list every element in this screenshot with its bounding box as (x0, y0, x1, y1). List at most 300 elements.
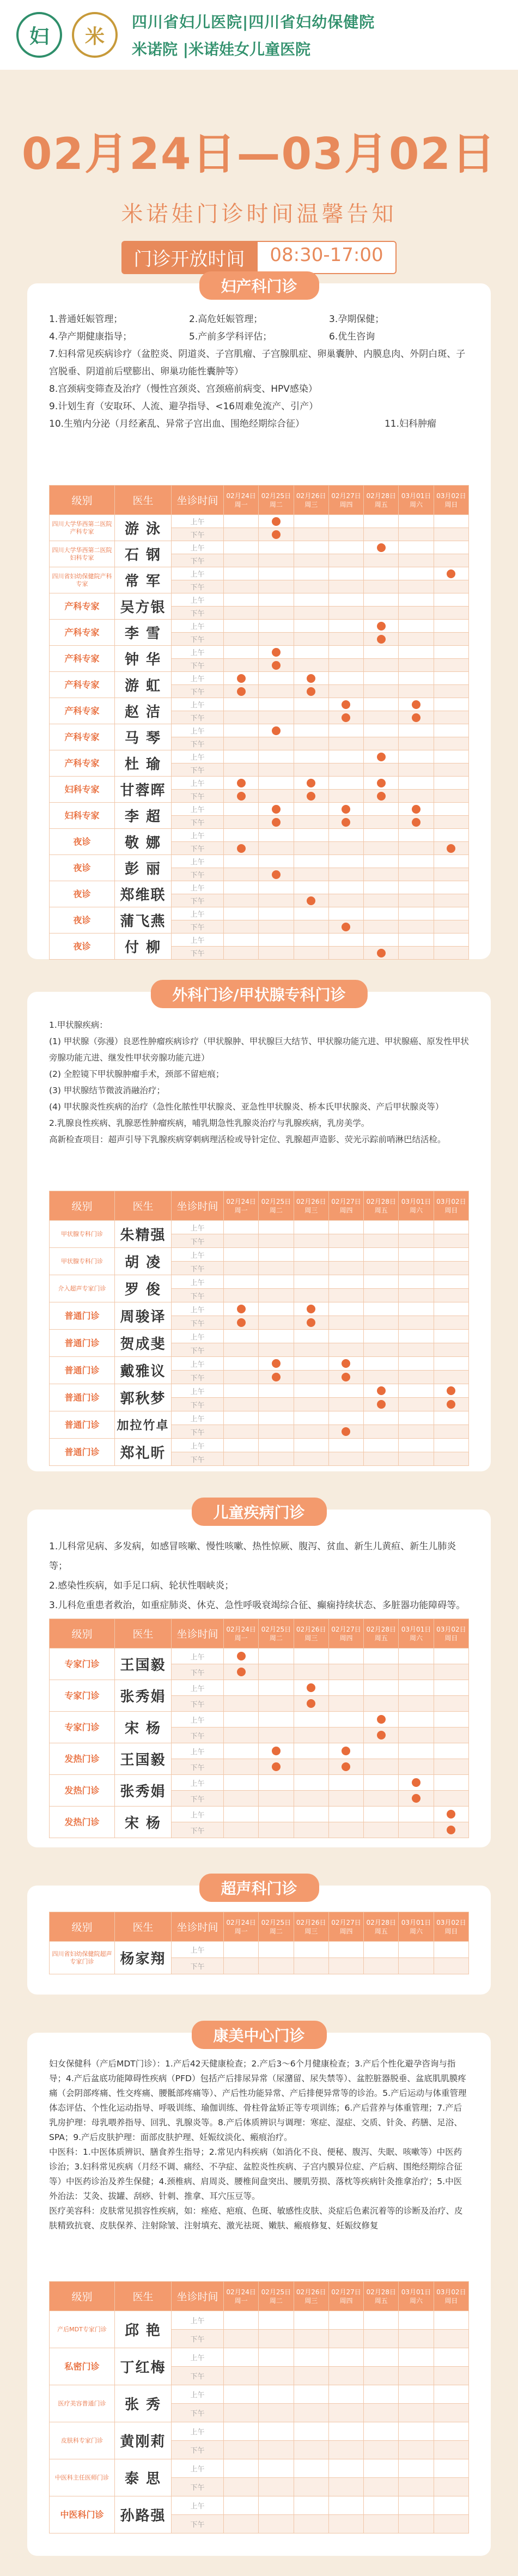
date-label: 02月27日 (331, 1918, 361, 1926)
schedule-cell (399, 2367, 434, 2385)
schedule-cell (399, 685, 434, 698)
schedule-cell (224, 1234, 259, 1248)
schedule-cell (224, 1398, 259, 1411)
schedule-cell (224, 1728, 259, 1743)
on-duty-dot (237, 687, 246, 696)
schedule-cell (328, 2496, 363, 2515)
doctor-level: 产科专家 (50, 593, 115, 620)
schedule-cell (259, 1398, 294, 1411)
schedule-row (50, 1384, 469, 1398)
schedule-cell (224, 698, 259, 711)
session-label: 上午 (172, 2496, 224, 2515)
session-label: 上午 (172, 672, 224, 685)
schedule-cell (434, 1680, 468, 1696)
schedule-cell (294, 1942, 328, 1958)
schedule-cell (328, 855, 363, 868)
gyn-schedule-table (49, 485, 469, 960)
session-label: 上午 (172, 803, 224, 816)
schedule-cell (328, 1275, 363, 1289)
weekday-label: 周三 (304, 2296, 318, 2305)
schedule-cell (364, 2459, 399, 2478)
on-duty-dot (237, 779, 246, 787)
schedule-cell (294, 1775, 328, 1791)
schedule-cell (294, 2515, 328, 2533)
schedule-cell (224, 947, 259, 960)
schedule-cell (224, 1775, 259, 1791)
schedule-cell (399, 554, 434, 567)
schedule-cell (259, 763, 294, 777)
schedule-cell (328, 920, 363, 934)
schedule-cell (224, 2348, 259, 2367)
schedule-cell (399, 1371, 434, 1384)
schedule-cell (294, 593, 328, 607)
schedule-cell (259, 737, 294, 750)
session-label: 上午 (172, 1439, 224, 1452)
schedule-cell (434, 672, 468, 685)
schedule-cell (259, 580, 294, 593)
schedule-cell (294, 1759, 328, 1775)
col-date (364, 1912, 399, 1942)
gyn-item: 11.妇科肿瘤 (384, 419, 436, 429)
on-duty-dot (377, 1386, 386, 1395)
schedule-cell (328, 816, 363, 829)
schedule-cell (259, 920, 294, 934)
schedule-cell (364, 1452, 399, 1466)
session-label: 下午 (172, 2404, 224, 2422)
schedule-cell (364, 750, 399, 763)
date-label: 02月24日 (226, 1625, 256, 1633)
doctor-name: 赵 洁 (115, 698, 172, 724)
schedule-cell (364, 659, 399, 672)
schedule-cell (399, 1696, 434, 1712)
schedule-cell (224, 1439, 259, 1452)
schedule-cell (224, 2515, 259, 2533)
weekday-label: 周日 (444, 500, 458, 508)
schedule-cell (364, 2422, 399, 2441)
schedule-cell (224, 1664, 259, 1680)
schedule-cell (364, 2330, 399, 2348)
session-label: 下午 (172, 816, 224, 829)
schedule-cell (399, 672, 434, 685)
on-duty-dot (412, 700, 421, 709)
weekday-label: 周一 (234, 1206, 248, 1214)
schedule-cell (434, 528, 468, 541)
schedule-cell (364, 907, 399, 920)
schedule-cell (224, 816, 259, 829)
session-label: 下午 (172, 685, 224, 698)
doctor-name: 王国毅 (115, 1743, 172, 1775)
schedule-cell (434, 829, 468, 842)
session-label: 上午 (172, 855, 224, 868)
schedule-row (50, 1411, 469, 1425)
doctor-name: 常 军 (115, 567, 172, 593)
opening-hours (0, 241, 518, 274)
schedule-cell (399, 620, 434, 633)
schedule-cell (434, 1664, 468, 1680)
on-duty-dot (237, 1318, 246, 1327)
schedule-cell (259, 672, 294, 685)
weekday-label: 周一 (234, 1927, 248, 1935)
schedule-cell (434, 1275, 468, 1289)
schedule-cell (224, 790, 259, 803)
schedule-row (50, 1439, 469, 1452)
schedule-cell (294, 1452, 328, 1466)
doctor-name: 泰 思 (115, 2459, 172, 2496)
hospital-name-line2: 米诺院 |米诺娃女儿童医院 (132, 40, 310, 58)
col-date (434, 486, 468, 515)
schedule-cell (328, 607, 363, 620)
doctor-name: 罗 俊 (115, 1275, 172, 1302)
kangmei-item: 妇女保健科（产后MDT门诊）：1.产后42天健康检查；2.产后3～6个月健康检查；3.产后个性化避孕咨询与指导；4.产后盆底功能障碍性疾病（PFD）包括产后排尿异常（尿潴留、尿失禁等）、盆腔脏器脱垂、盆底肌肌膜疼痛（会阴部疼痛、性交疼痛、腰骶部疼痛等）、产后性功能异常、产后排便异常等的诊治。5.产后运动与体重管理体态评估、个性化运动指导、呼吸训练、瑜伽训练、骨柱骨盆矫正等专项训练；6.产后营养与体重管理；7.产后乳房护理：母乳喂养指导、回乳、乳腺炎等。8.产后体质辨识与调理：寒症、湿症、交质、针灸、药膳、足浴、SPA；9.产后皮肤护理：面部皮肤护理、妊娠纹淡化、瘢痕治疗。 (49, 2059, 467, 2142)
schedule-cell (224, 881, 259, 894)
schedule-cell (328, 1958, 363, 1974)
schedule-cell (434, 711, 468, 724)
schedule-cell (399, 816, 434, 829)
on-duty-dot (272, 1359, 281, 1368)
schedule-cell (399, 920, 434, 934)
schedule-cell (364, 1743, 399, 1759)
date-label: 02月25日 (261, 2288, 291, 2296)
schedule-cell (224, 541, 259, 554)
schedule-cell (399, 803, 434, 816)
date-label: 03月02日 (436, 1197, 466, 1205)
gyn-section (27, 277, 491, 959)
schedule-row (50, 777, 469, 790)
schedule-cell (364, 528, 399, 541)
schedule-cell (434, 2515, 468, 2533)
schedule-cell (294, 685, 328, 698)
schedule-cell (434, 2404, 468, 2422)
kangmei-item: 中医科：1.中医体质辨识、膳食养生指导；2.常见内科疾病（如消化不良、便秘、腹泻、失眠、咳嗽等）中医药诊治；3.妇科常见疾病（月经不调、痛经、不孕症、盆腔炎性疾病、子宫内膜异位症、产后病、围绝经期综合征等）中医药诊治及养生保健；4.颈椎病、肩周炎、腰椎间盘突出、腰肌劳损、落枕等疾病针灸推拿治疗；5.中医外治法：艾灸、拔罐、刮痧、针刺、推拿、耳穴压豆等。 (49, 2147, 462, 2201)
schedule-cell (259, 1343, 294, 1357)
schedule-cell (328, 1452, 363, 1466)
schedule-cell (328, 907, 363, 920)
schedule-cell (399, 2422, 434, 2441)
schedule-cell (364, 1248, 399, 1262)
schedule-cell (259, 2478, 294, 2496)
schedule-cell (364, 777, 399, 790)
schedule-cell (259, 803, 294, 816)
weekday-label: 周六 (410, 2296, 423, 2305)
weekday-label: 周一 (234, 500, 248, 508)
schedule-cell (364, 816, 399, 829)
minuo-logo: 米 (72, 12, 118, 58)
kangmei-section (27, 2027, 491, 2556)
schedule-cell (399, 1425, 434, 1439)
date-label: 02月26日 (296, 1625, 326, 1633)
schedule-cell (364, 855, 399, 868)
schedule-cell (364, 1398, 399, 1411)
schedule-row (50, 1680, 469, 1696)
doctor-level: 专家门诊 (50, 1648, 115, 1680)
doctor-name: 李 超 (115, 803, 172, 829)
col-level: 级别 (50, 486, 115, 515)
schedule-cell (224, 620, 259, 633)
on-duty-dot (342, 713, 350, 722)
schedule-cell (224, 1275, 259, 1289)
schedule-cell (328, 1357, 363, 1371)
doctor-name: 杜 瑜 (115, 750, 172, 777)
schedule-cell (364, 2515, 399, 2533)
on-duty-dot (377, 635, 386, 644)
schedule-cell (224, 1807, 259, 1822)
weekday-label: 周二 (269, 1634, 283, 1642)
weekday-label: 周日 (444, 1206, 458, 1214)
hospital-logo: 妇 (16, 12, 62, 58)
schedule-row (50, 1221, 469, 1234)
schedule-cell (399, 711, 434, 724)
schedule-cell (328, 2515, 363, 2533)
gyn-item: 4.孕产期健康指导； (49, 331, 132, 342)
schedule-cell (328, 1234, 363, 1248)
schedule-cell (224, 1302, 259, 1316)
on-duty-dot (342, 805, 350, 814)
schedule-cell (259, 724, 294, 737)
schedule-cell (328, 1425, 363, 1439)
schedule-cell (364, 737, 399, 750)
schedule-cell (224, 1343, 259, 1357)
doctor-level: 发热门诊 (50, 1743, 115, 1775)
schedule-cell (434, 1822, 468, 1838)
schedule-cell (434, 1398, 468, 1411)
col-date (328, 486, 363, 515)
surgery-item: (2) 全腔镜下甲状腺肿瘤手术，颈部不留疤痕； (49, 1069, 224, 1079)
schedule-cell (399, 763, 434, 777)
schedule-cell (434, 1743, 468, 1759)
schedule-cell (434, 1248, 468, 1262)
schedule-row (50, 2422, 469, 2441)
pediatric-title: 儿童疾病门诊 (191, 1498, 326, 1526)
schedule-cell (364, 1411, 399, 1425)
schedule-row (50, 855, 469, 868)
schedule-cell (399, 1822, 434, 1838)
schedule-cell (259, 607, 294, 620)
surgery-schedule-table (49, 1191, 469, 1466)
doctor-level: 夜诊 (50, 907, 115, 934)
on-duty-dot (272, 517, 281, 526)
schedule-row (50, 881, 469, 894)
doctor-name: 宋 杨 (115, 1807, 172, 1838)
schedule-cell (399, 1234, 434, 1248)
on-duty-dot (377, 543, 386, 552)
schedule-cell (224, 554, 259, 567)
gyn-item: 1.普通妊娠管理； (49, 314, 123, 325)
schedule-cell (364, 1696, 399, 1712)
date-label: 02月28日 (366, 2288, 397, 2296)
on-duty-dot (412, 1778, 421, 1787)
schedule-cell (434, 868, 468, 881)
schedule-cell (399, 1728, 434, 1743)
on-duty-dot (377, 1400, 386, 1409)
gyn-title: 妇产科门诊 (199, 271, 319, 300)
doctor-name: 宋 杨 (115, 1712, 172, 1743)
schedule-cell (294, 790, 328, 803)
schedule-cell (328, 2330, 363, 2348)
schedule-cell (434, 790, 468, 803)
schedule-cell (294, 1807, 328, 1822)
schedule-row (50, 541, 469, 554)
surgery-item: (1) 甲状腺（弥漫）良恶性肿瘤疾病诊疗（甲状腺肿、甲状腺巨大结节、甲状腺功能亢进、甲状腺癌、原发性甲状旁腺功能亢进、继发性甲状旁腺功能亢进） (49, 1037, 469, 1063)
schedule-cell (224, 1452, 259, 1466)
schedule-cell (434, 2441, 468, 2459)
schedule-cell (399, 724, 434, 737)
schedule-cell (399, 2515, 434, 2533)
schedule-cell (434, 2459, 468, 2478)
schedule-cell (399, 842, 434, 855)
schedule-cell (364, 593, 399, 607)
schedule-cell (294, 528, 328, 541)
on-duty-dot (272, 805, 281, 814)
schedule-cell (224, 2422, 259, 2441)
schedule-cell (294, 934, 328, 947)
col-date (364, 1191, 399, 1221)
session-label: 下午 (172, 868, 224, 881)
schedule-cell (328, 2404, 363, 2422)
schedule-cell (294, 1743, 328, 1759)
schedule-cell (364, 842, 399, 855)
schedule-cell (364, 1221, 399, 1234)
schedule-cell (294, 829, 328, 842)
col-date (259, 1912, 294, 1942)
doctor-level: 产科专家 (50, 620, 115, 646)
date-label: 02月27日 (331, 2288, 361, 2296)
session-label: 下午 (172, 1316, 224, 1330)
surgery-info (49, 1017, 469, 1148)
schedule-cell (328, 698, 363, 711)
schedule-cell (399, 1316, 434, 1330)
subtitle: 米诺娃门诊时间温馨告知 (121, 202, 397, 227)
schedule-cell (328, 842, 363, 855)
schedule-cell (259, 777, 294, 790)
schedule-row (50, 1712, 469, 1728)
schedule-cell (294, 515, 328, 528)
schedule-cell (294, 947, 328, 960)
schedule-cell (259, 1958, 294, 1974)
schedule-row (50, 1942, 469, 1958)
schedule-cell (294, 633, 328, 646)
schedule-cell (328, 1759, 363, 1775)
schedule-cell (294, 1439, 328, 1452)
doctor-level: 皮肤科专家门诊 (50, 2422, 115, 2459)
on-duty-dot (307, 674, 315, 683)
schedule-cell (259, 1371, 294, 1384)
schedule-cell (399, 698, 434, 711)
schedule-cell (364, 934, 399, 947)
date-label: 03月02日 (436, 1625, 466, 1633)
schedule-cell (328, 1439, 363, 1452)
schedule-cell (224, 2459, 259, 2478)
schedule-row (50, 803, 469, 816)
schedule-cell (399, 1775, 434, 1791)
schedule-cell (434, 803, 468, 816)
schedule-cell (259, 816, 294, 829)
schedule-cell (259, 2367, 294, 2385)
schedule-cell (294, 2385, 328, 2404)
doctor-level: 产科专家 (50, 672, 115, 698)
schedule-cell (364, 947, 399, 960)
schedule-cell (399, 1357, 434, 1371)
weekday-label: 周三 (304, 1927, 318, 1935)
schedule-cell (399, 528, 434, 541)
date-label: 02月24日 (226, 1918, 256, 1926)
col-date (434, 1619, 468, 1648)
schedule-cell (434, 1330, 468, 1343)
date-label: 02月27日 (331, 492, 361, 500)
weekday-label: 周日 (444, 2296, 458, 2305)
schedule-cell (294, 2459, 328, 2478)
session-label: 下午 (172, 711, 224, 724)
schedule-cell (224, 1248, 259, 1262)
schedule-cell (328, 1775, 363, 1791)
session-label: 下午 (172, 2478, 224, 2496)
schedule-cell (328, 567, 363, 580)
schedule-cell (399, 1680, 434, 1696)
schedule-cell (259, 711, 294, 724)
doctor-level: 产科专家 (50, 724, 115, 750)
session-label: 下午 (172, 1791, 224, 1807)
pediatric-item: 3.儿科危重患者救治，如重症肺炎、休克、急性呼吸衰竭综合征、癫痫持续状态、多脏器功能障碍等。 (49, 1600, 466, 1611)
schedule-cell (328, 1248, 363, 1262)
schedule-cell (434, 737, 468, 750)
schedule-row (50, 672, 469, 685)
schedule-cell (434, 842, 468, 855)
schedule-cell (259, 1743, 294, 1759)
schedule-cell (328, 737, 363, 750)
schedule-cell (259, 829, 294, 842)
schedule-cell (224, 1759, 259, 1775)
pediatric-section (27, 1504, 491, 1847)
schedule-cell (399, 2478, 434, 2496)
doctor-name: 加拉竹卓 (115, 1411, 172, 1439)
schedule-cell (224, 1371, 259, 1384)
schedule-cell (364, 1371, 399, 1384)
schedule-cell (328, 1743, 363, 1759)
schedule-cell (328, 685, 363, 698)
schedule-cell (224, 1942, 259, 1958)
schedule-cell (434, 541, 468, 554)
session-label: 上午 (172, 934, 224, 947)
doctor-level: 医疗美容普通门诊 (50, 2385, 115, 2422)
schedule-cell (328, 1664, 363, 1680)
on-duty-dot (307, 792, 315, 801)
schedule-cell (328, 580, 363, 593)
weekday-label: 周四 (339, 2296, 353, 2305)
doctor-name: 李 雪 (115, 620, 172, 646)
schedule-cell (259, 947, 294, 960)
session-label: 下午 (172, 920, 224, 934)
schedule-cell (328, 1648, 363, 1664)
schedule-cell (399, 1275, 434, 1289)
col-date (399, 1619, 434, 1648)
doctor-level: 普通门诊 (50, 1384, 115, 1411)
col-date (399, 486, 434, 515)
doctor-name: 郑礼昕 (115, 1439, 172, 1466)
schedule-cell (328, 2348, 363, 2367)
schedule-cell (294, 868, 328, 881)
session-label: 上午 (172, 567, 224, 580)
schedule-cell (399, 1712, 434, 1728)
schedule-cell (259, 633, 294, 646)
doctor-name: 石 钢 (115, 541, 172, 567)
schedule-cell (399, 1452, 434, 1466)
schedule-cell (224, 737, 259, 750)
weekday-label: 周四 (339, 1206, 353, 1214)
schedule-cell (399, 1807, 434, 1822)
schedule-cell (364, 1425, 399, 1439)
schedule-cell (259, 750, 294, 763)
session-label: 下午 (172, 1289, 224, 1302)
schedule-cell (328, 1728, 363, 1743)
